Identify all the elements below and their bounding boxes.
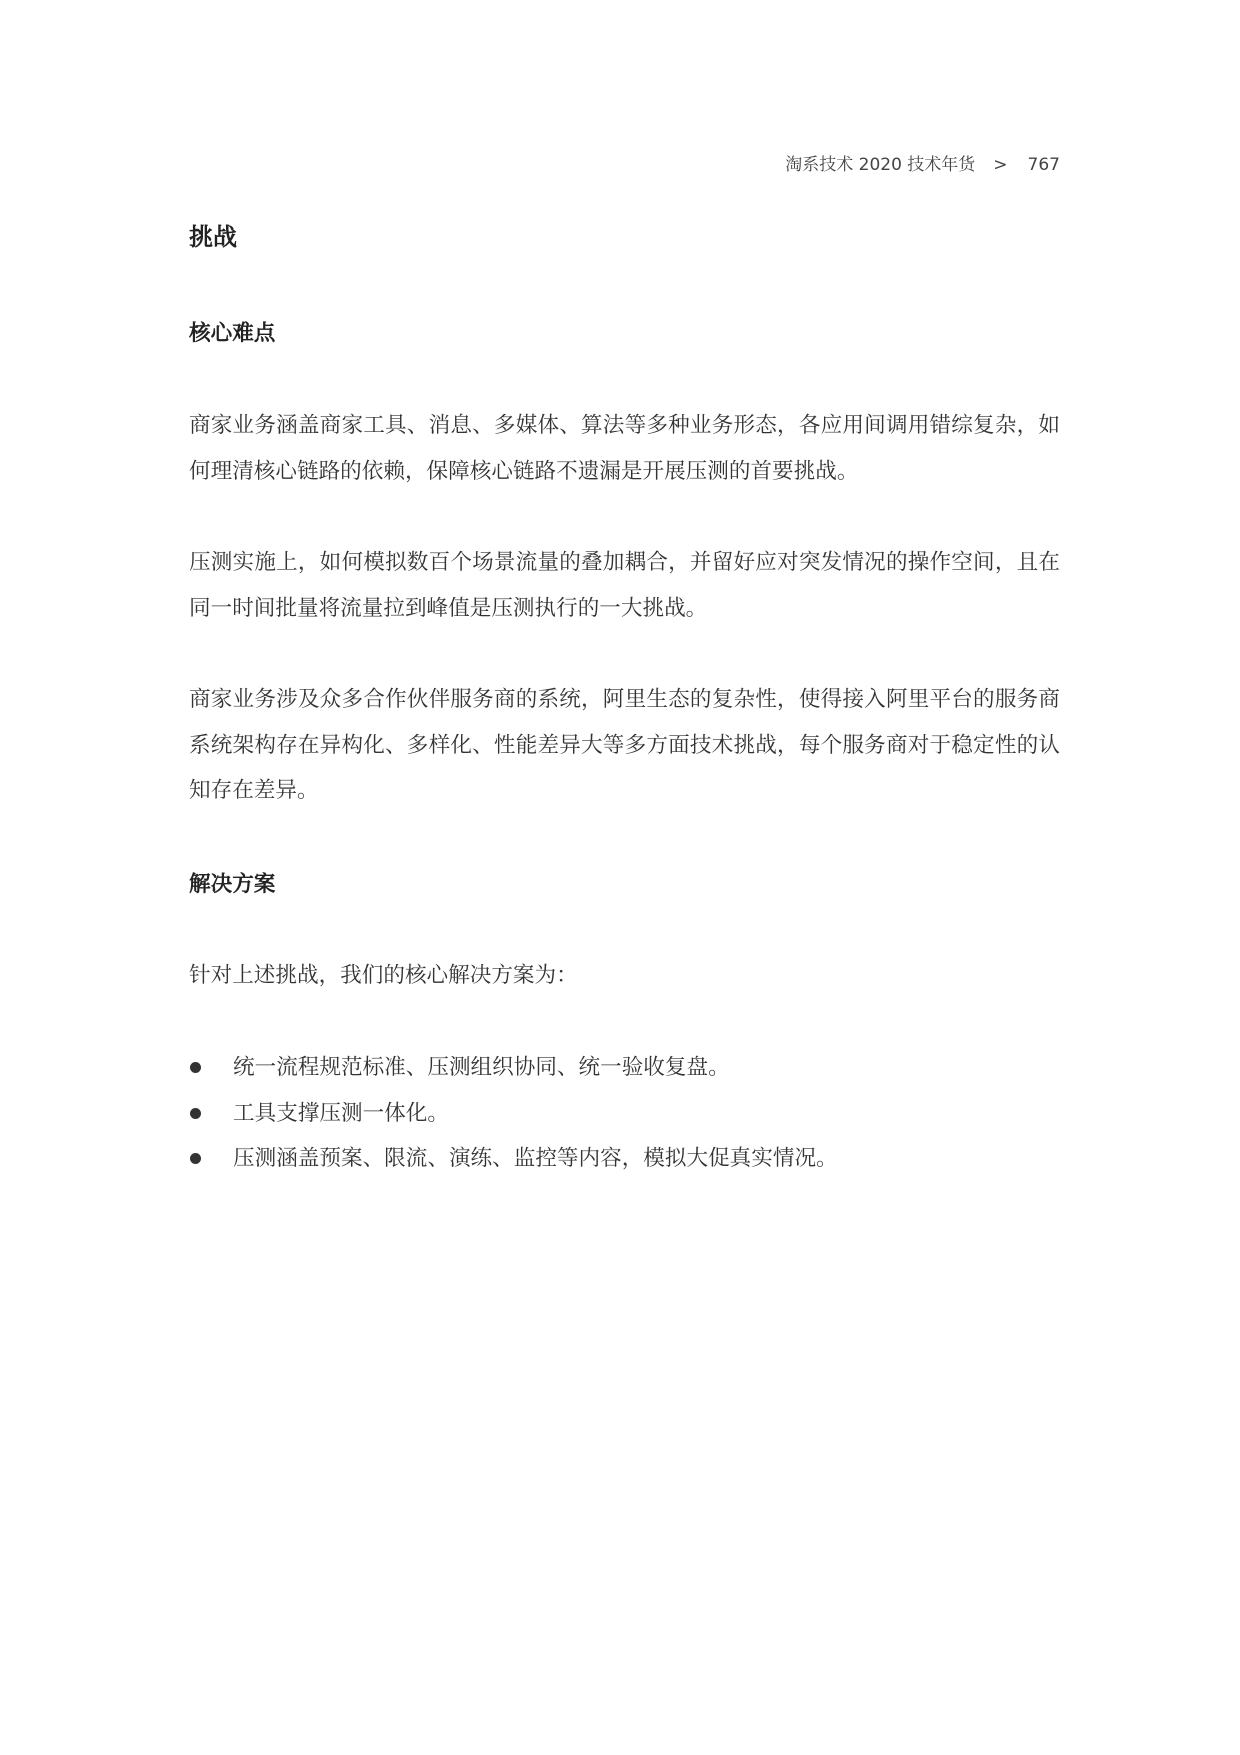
difficulty-paragraph [189,677,1060,814]
breadcrumb-separator: > [993,155,1008,175]
list-item [189,1045,1060,1091]
book-title: 淘系技术 2020 技术年货 [785,155,976,175]
difficulties-heading: 核心难点 [189,321,276,346]
paragraph-line: 商家业务涵盖商家工具、消息、多媒体、算法等多种业务形态，各应用间调用错综复杂，如 [189,413,1060,438]
list-item [189,1136,1060,1182]
list-item-text: 压测涵盖预案、限流、演练、监控等内容，模拟大促真实情况。 [233,1146,838,1172]
paragraph-line: 何理清核心链路的依赖，保障核心链路不遗漏是开展压测的首要挑战。 [189,458,859,484]
paragraph-line: 系统架构存在异构化、多样化、性能差异大等多方面技术挑战，每个服务商对于稳定性的认 [189,732,1060,758]
paragraph-line: 同一时间批量将流量拉到峰值是压测执行的一大挑战。 [189,595,708,621]
solution-heading: 解决方案 [189,872,276,897]
page-number: 767 [1027,155,1060,175]
bullet-icon [190,1153,201,1164]
solution-bullet-list [189,1045,1060,1182]
page-header [785,153,1060,177]
section-title: 挑战 [189,223,237,251]
paragraph-line: 压测实施上，如何模拟数百个场景流量的叠加耦合，并留好应对突发情况的操作空间，且在 [189,550,1060,575]
paragraph-line: 知存在差异。 [189,778,319,804]
solution-intro [189,953,1060,999]
bullet-icon [190,1062,201,1073]
list-item [189,1091,1060,1137]
list-item-text: 统一流程规范标准、压测组织协同、统一验收复盘。 [233,1055,730,1080]
paragraph-line: 商家业务涉及众多合作伙伴服务商的系统，阿里生态的复杂性，使得接入阿里平台的服务商 [189,687,1060,712]
paragraph-line: 针对上述挑战，我们的核心解决方案为： [189,963,578,988]
difficulty-paragraph [189,540,1060,631]
difficulty-paragraph [189,403,1060,494]
list-item-text: 工具支撑压测一体化。 [233,1100,449,1126]
bullet-icon [190,1108,201,1119]
